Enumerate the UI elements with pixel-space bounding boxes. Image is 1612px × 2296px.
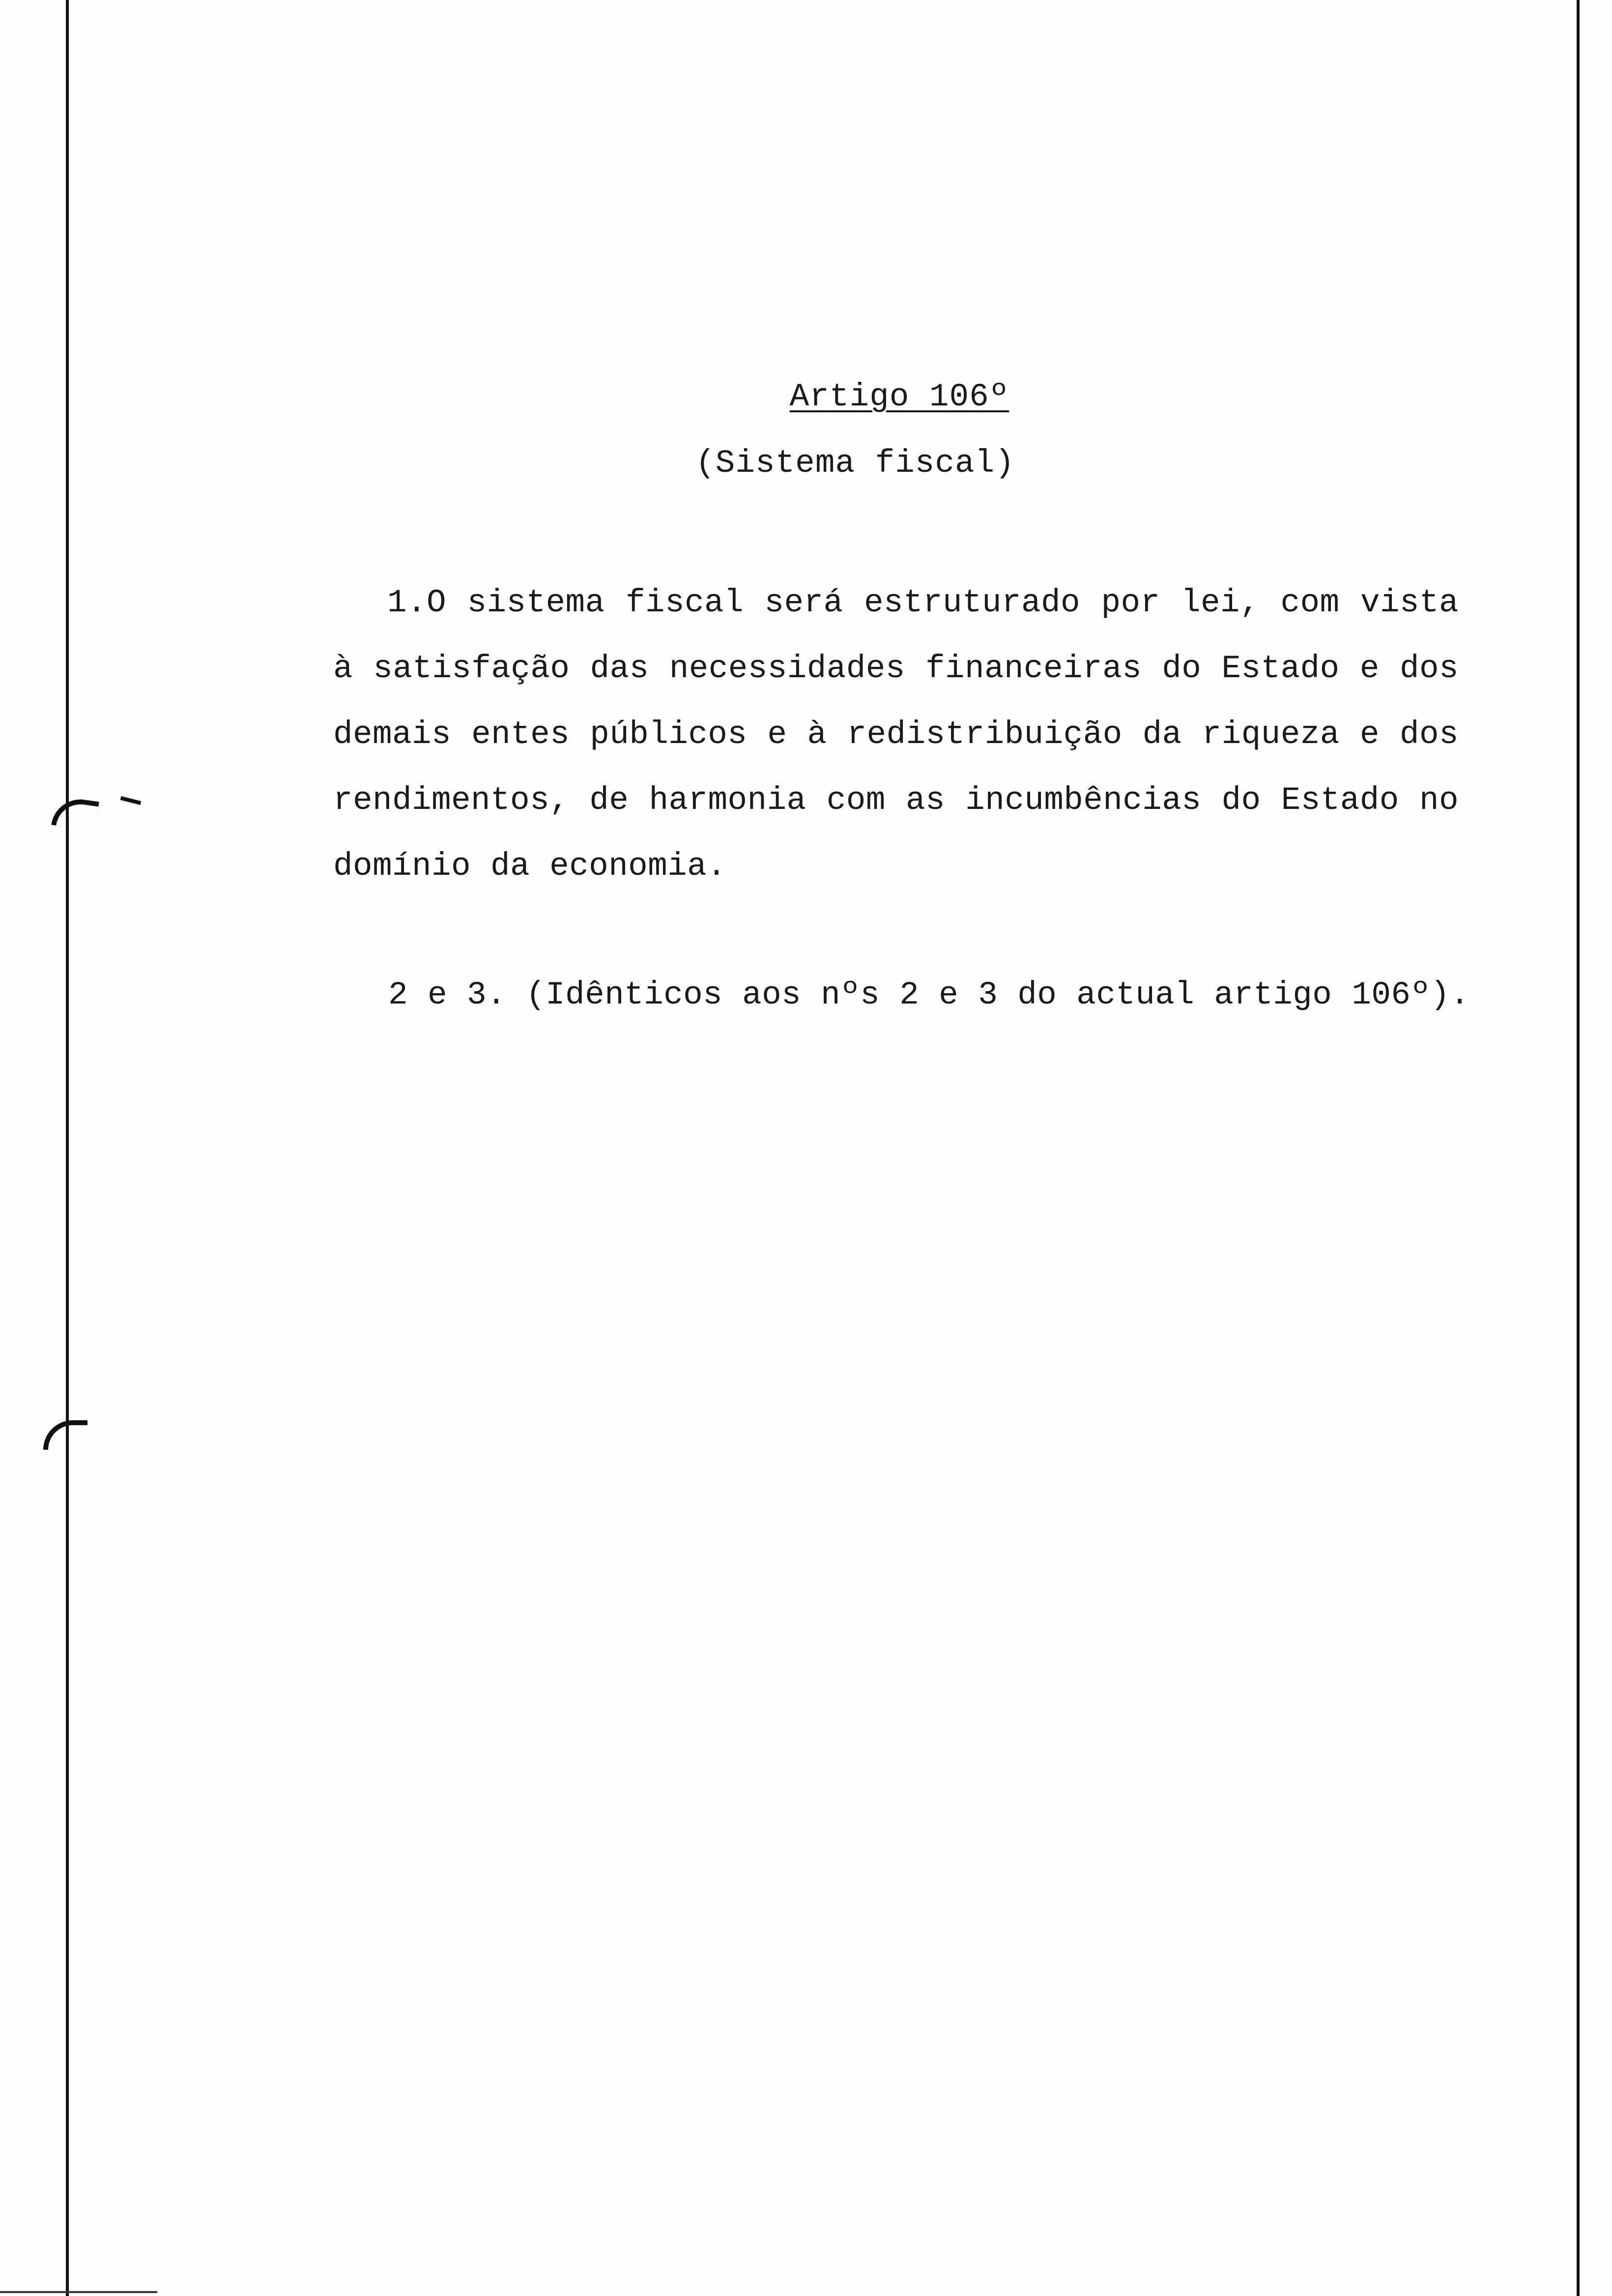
paragraph-1-line: à satisfação das necessidades financeiras do Estado e dos xyxy=(333,650,1459,687)
article-title-text: Artigo 106º xyxy=(789,378,1009,415)
binder-hole-mark-upper xyxy=(51,796,99,831)
scan-right-edge xyxy=(1577,0,1580,2296)
scan-left-edge xyxy=(66,0,69,2296)
binder-hole-mark-lower xyxy=(43,1420,87,1450)
paragraph-1-line: rendimentos, de harmonia com as incumbências do Estado no xyxy=(333,782,1459,819)
paragraph-1 xyxy=(333,570,1459,899)
paragraph-1-line: demais entes públicos e à redistribuição da riqueza e dos xyxy=(333,716,1459,753)
scan-bottom-edge xyxy=(0,2291,157,2293)
article-subtitle: (Sistema fiscal) xyxy=(695,445,1015,482)
article-title xyxy=(93,378,1612,415)
paragraph-1-line: domínio da economia. xyxy=(333,848,727,885)
binder-dash-mark xyxy=(120,796,142,805)
paragraph-1-line: 1.O sistema fiscal será estruturado por lei, com vista xyxy=(387,584,1459,621)
paragraph-2: 2 e 3. (Idênticos aos nºs 2 e 3 do actual artigo 106º). xyxy=(388,976,1470,1013)
